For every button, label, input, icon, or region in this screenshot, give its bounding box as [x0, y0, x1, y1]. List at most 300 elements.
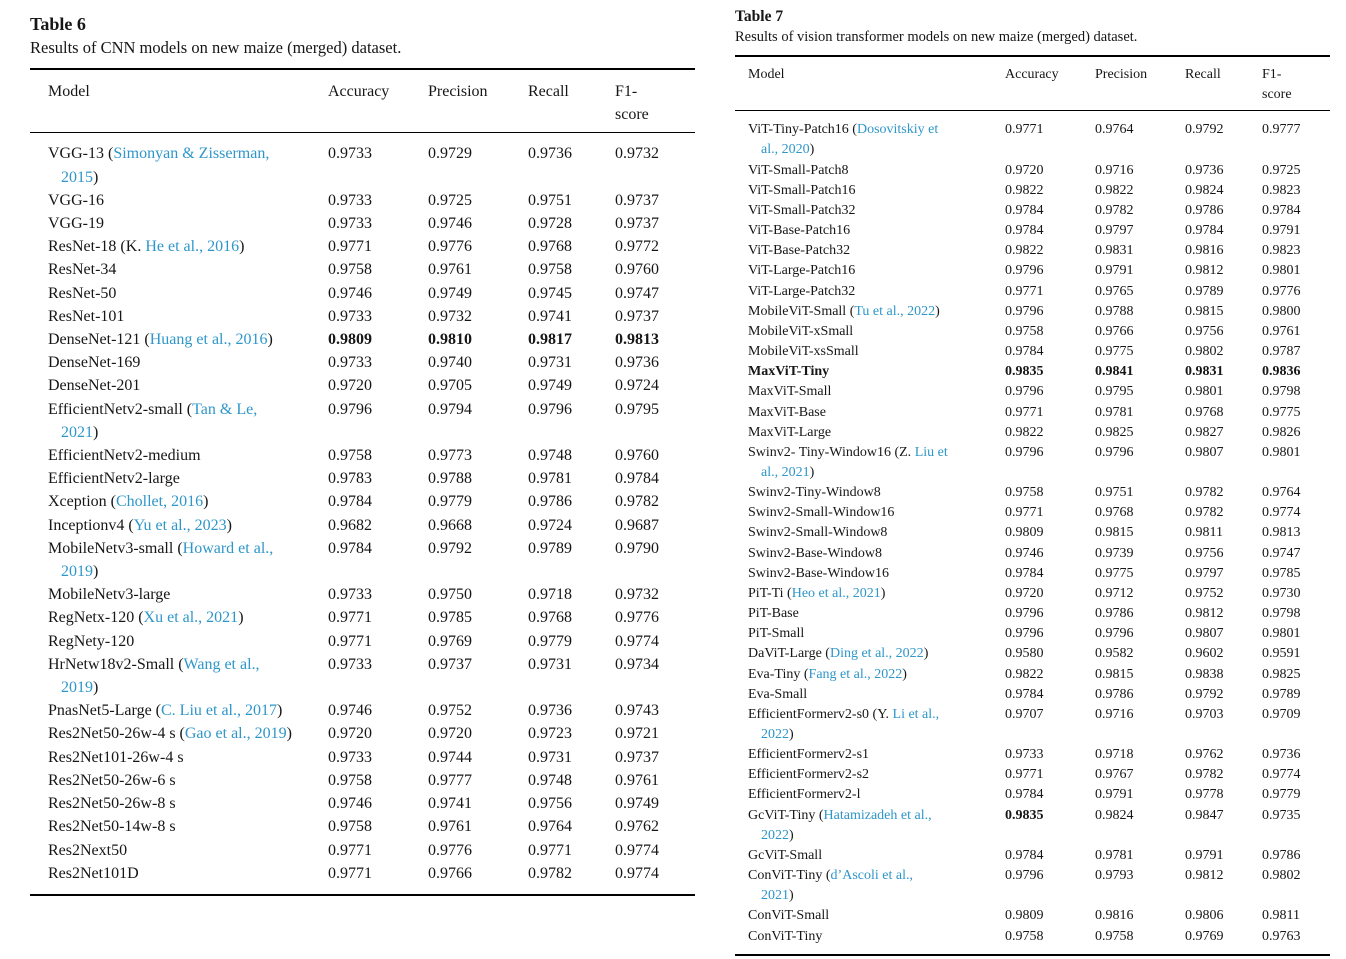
value-cell: 0.9784: [1185, 223, 1224, 239]
model-name-text: ): [93, 423, 99, 441]
value-cell: 0.9788: [1095, 303, 1134, 319]
model-name-text: VGG-13 (: [48, 145, 114, 163]
model-cell: [735, 111, 1005, 161]
value-cell: 0.9752: [1185, 585, 1224, 601]
table-row: [735, 423, 1330, 443]
model-name-text: Swinv2-Small-Window16: [748, 505, 895, 521]
model-name-text: VGG-16: [48, 191, 104, 209]
value-cell: 0.9746: [328, 284, 372, 302]
value-cell: 0.9783: [328, 470, 372, 488]
model-cell: [735, 584, 1005, 604]
value-cell: 0.9768: [1095, 505, 1134, 521]
value-cell: 0.9798: [1262, 384, 1301, 400]
table-row: [30, 490, 695, 513]
value-cell: 0.9766: [1095, 323, 1134, 339]
model-name-text: ViT-Large-Patch16: [748, 263, 856, 279]
value-cell: 0.9813: [615, 331, 659, 349]
value-cell: 0.9668: [428, 516, 472, 534]
value-cell: 0.9761: [428, 261, 472, 279]
value-cell: 0.9809: [328, 331, 372, 349]
value-cell: 0.9791: [1185, 847, 1224, 863]
citation-link[interactable]: Huang et al., 2016: [149, 331, 268, 349]
table-6-body: [30, 133, 695, 895]
value-cell: 0.9784: [1005, 223, 1044, 239]
model-name-text: MaxViT-Base: [748, 404, 826, 420]
table-row: [735, 927, 1330, 955]
value-cell: 0.9758: [1095, 928, 1134, 944]
table-row: [735, 644, 1330, 664]
value-cell: 0.9736: [1185, 162, 1224, 178]
model-name-text: DenseNet-121 (: [48, 331, 150, 349]
value-cell: 0.9721: [615, 725, 659, 743]
model-name-text: ViT-Small-Patch16: [748, 182, 856, 198]
model-name-text: ): [276, 702, 283, 720]
value-cell: 0.9811: [1262, 908, 1300, 924]
model-name-text: ): [789, 827, 794, 843]
citation-link[interactable]: Wang et al., 2019: [61, 655, 260, 697]
value-cell: 0.9835: [1005, 364, 1044, 380]
value-cell: 0.9725: [1262, 162, 1301, 178]
value-cell: 0.9737: [615, 191, 659, 209]
value-cell: 0.9764: [528, 818, 572, 836]
model-name-text: Eva-Tiny (: [748, 666, 809, 682]
value-cell: 0.9756: [528, 795, 572, 813]
value-cell: 0.9813: [1262, 525, 1301, 541]
value-cell: 0.9716: [1095, 706, 1134, 722]
model-cell: [30, 351, 328, 374]
model-cell: [30, 606, 328, 629]
model-name-text: ): [923, 646, 929, 662]
model-name-text: Res2Net50-14w-8 s: [48, 818, 176, 836]
value-cell: 0.9746: [328, 702, 372, 720]
value-cell: 0.9725: [428, 191, 472, 209]
value-cell: 0.9835: [1005, 807, 1044, 823]
column-header-model: Model: [748, 67, 785, 82]
value-cell: 0.9796: [1095, 626, 1134, 642]
value-cell: 0.9774: [1262, 505, 1301, 521]
value-cell: 0.9789: [1262, 686, 1301, 702]
citation-link[interactable]: Tu et al., 2022: [854, 303, 936, 319]
value-cell: 0.9778: [1185, 787, 1224, 803]
model-name-text: ConViT-Tiny: [748, 928, 823, 944]
citation-link[interactable]: Tan & Le, 2021: [61, 400, 258, 441]
table-row: [30, 351, 695, 374]
model-name-text: Swinv2-Base-Window16: [748, 565, 889, 581]
table-row: [735, 503, 1330, 523]
value-cell: 0.9786: [1095, 686, 1134, 702]
table-row: [30, 792, 695, 815]
value-cell: 0.9782: [1185, 485, 1224, 501]
table-row: [30, 189, 695, 212]
value-cell: 0.9716: [1095, 162, 1134, 178]
model-cell: [735, 423, 1005, 443]
model-name-text: MobileViT-xsSmall: [748, 344, 859, 360]
value-cell: 0.9785: [1262, 565, 1301, 581]
value-cell: 0.9749: [528, 377, 572, 395]
table-row: [735, 403, 1330, 423]
model-cell: [30, 398, 328, 444]
value-cell: 0.9602: [1185, 646, 1224, 662]
value-cell: 0.9758: [328, 261, 372, 279]
value-cell: 0.9775: [1095, 565, 1134, 581]
value-cell: 0.9771: [328, 609, 372, 627]
value-cell: 0.9766: [428, 864, 472, 882]
model-cell: [735, 382, 1005, 402]
model-name-text: Swinv2- Tiny-Window16 (Z.: [748, 444, 915, 460]
model-name-text: EfficientFormerv2-s0 (Y.: [748, 706, 893, 722]
value-cell: 0.9779: [428, 493, 472, 511]
value-cell: 0.9591: [1262, 646, 1301, 662]
value-cell: 0.9733: [328, 748, 372, 766]
model-cell: [30, 328, 328, 351]
table-row: [735, 564, 1330, 584]
value-cell: 0.9731: [528, 655, 572, 673]
citation-link[interactable]: Simonyan & Zisserman, 2015: [61, 145, 270, 186]
value-cell: 0.9771: [328, 632, 372, 650]
value-cell: 0.9825: [1095, 424, 1134, 440]
value-cell: 0.9801: [1262, 626, 1301, 642]
model-cell: [30, 630, 328, 653]
column-header-accuracy: Accuracy: [328, 83, 390, 100]
model-name-text: ): [93, 679, 99, 697]
value-cell: 0.9724: [615, 377, 659, 395]
value-cell: 0.9761: [1262, 323, 1301, 339]
model-name-text: DaViT-Large (: [748, 646, 830, 662]
model-name-text: Swinv2-Base-Window8: [748, 545, 882, 561]
model-cell: [735, 544, 1005, 564]
table-row: [30, 258, 695, 281]
model-cell: [735, 866, 1005, 906]
value-cell: 0.9741: [528, 307, 572, 325]
model-name-text: GcViT-Tiny (: [748, 807, 824, 823]
model-cell: [30, 212, 328, 235]
citation-link[interactable]: Liu et al., 2021: [761, 444, 948, 480]
value-cell: 0.9732: [428, 307, 472, 325]
model-name-text: PiT-Base: [748, 606, 799, 622]
model-cell: [735, 161, 1005, 181]
table-row: [30, 133, 695, 189]
model-cell: [30, 490, 328, 513]
value-cell: 0.9782: [528, 864, 572, 882]
value-cell: 0.9761: [428, 818, 472, 836]
value-cell: 0.9745: [528, 284, 572, 302]
model-name-text: MobileNetv3-large: [48, 586, 171, 604]
model-cell: [30, 792, 328, 815]
table-row: [30, 699, 695, 722]
model-cell: [735, 765, 1005, 785]
value-cell: 0.9784: [1005, 847, 1044, 863]
value-cell: 0.9797: [1095, 223, 1134, 239]
value-cell: 0.9847: [1185, 807, 1224, 823]
value-cell: 0.9795: [615, 400, 659, 418]
model-name-text: EfficientNetv2-small (: [48, 400, 193, 418]
model-cell: [30, 374, 328, 397]
value-cell: 0.9796: [528, 400, 572, 418]
table-row: [735, 302, 1330, 322]
model-cell: [735, 282, 1005, 302]
model-cell: [735, 362, 1005, 382]
value-cell: 0.9748: [528, 771, 572, 789]
model-name-text: Res2Net101-26w-4 s: [48, 748, 184, 766]
model-name-text: MobileViT-xSmall: [748, 323, 854, 339]
value-cell: 0.9791: [1262, 223, 1301, 239]
value-cell: 0.9720: [1005, 162, 1044, 178]
model-cell: [30, 258, 328, 281]
table-row: [735, 322, 1330, 342]
model-name-text: VGG-19: [48, 215, 104, 233]
model-name-text: Swinv2-Small-Window8: [748, 525, 888, 541]
value-cell: 0.9781: [1095, 404, 1134, 420]
value-cell: 0.9798: [1262, 606, 1301, 622]
value-cell: 0.9768: [528, 238, 572, 256]
model-cell: [735, 927, 1005, 955]
value-cell: 0.9815: [1185, 303, 1224, 319]
citation-link[interactable]: Fang et al., 2022: [808, 666, 903, 682]
table-row: [30, 398, 695, 444]
value-cell: 0.9741: [428, 795, 472, 813]
table-row: [735, 201, 1330, 221]
value-cell: 0.9747: [1262, 545, 1301, 561]
value-cell: 0.9817: [528, 331, 572, 349]
column-header-accuracy: Accuracy: [1005, 67, 1059, 82]
value-cell: 0.9775: [1095, 344, 1134, 360]
table-6: [30, 68, 695, 896]
model-cell: [30, 653, 328, 699]
model-name-text: GcViT-Small: [748, 847, 823, 863]
value-cell: 0.9749: [615, 795, 659, 813]
value-cell: 0.9751: [1095, 485, 1134, 501]
model-name-text: ): [226, 516, 232, 534]
citation-link[interactable]: Gao et al., 2019: [184, 725, 287, 743]
model-name-text: ): [809, 464, 815, 480]
value-cell: 0.9792: [428, 539, 472, 557]
model-name-text: ResNet-34: [48, 261, 117, 279]
value-cell: 0.9782: [1095, 202, 1134, 218]
value-cell: 0.9732: [615, 145, 659, 163]
table-row: [30, 514, 695, 537]
value-cell: 0.9796: [1005, 303, 1044, 319]
citation-link[interactable]: Dosovitskiy et al., 2020: [761, 122, 939, 158]
citation-link[interactable]: Hatamizadeh et al., 2022: [761, 807, 932, 843]
citation-link[interactable]: d’Ascoli et al., 2021: [761, 868, 913, 904]
model-name-text: PiT-Small: [748, 626, 805, 642]
value-cell: 0.9801: [1262, 444, 1301, 460]
value-cell: 0.9807: [1185, 444, 1224, 460]
value-cell: 0.9812: [1185, 868, 1224, 884]
value-cell: 0.9809: [1005, 525, 1044, 541]
model-name-text: ): [902, 666, 907, 682]
citation-link[interactable]: Howard et al., 2019: [61, 539, 274, 581]
model-cell: [30, 537, 328, 583]
value-cell: 0.9801: [1262, 263, 1301, 279]
model-name-text: Res2Net50-26w-4 s (: [48, 725, 185, 743]
value-cell: 0.9762: [1185, 747, 1224, 763]
model-cell: [735, 261, 1005, 281]
table-7: [735, 55, 1330, 956]
model-name-text: ResNet-101: [48, 307, 125, 325]
column-header-f1: F1-score: [1262, 67, 1292, 103]
value-cell: 0.9782: [1185, 505, 1224, 521]
value-cell: 0.9740: [428, 354, 472, 372]
table-row: [30, 630, 695, 653]
value-cell: 0.9841: [1095, 364, 1134, 380]
value-cell: 0.9822: [1005, 243, 1044, 259]
table-row: [30, 467, 695, 490]
model-name-text: PnasNet5-Large (: [48, 702, 161, 720]
model-name-text: ): [93, 168, 99, 186]
model-name-text: Swinv2-Tiny-Window8: [748, 485, 881, 501]
value-cell: 0.9768: [528, 609, 572, 627]
model-name-text: ): [809, 142, 815, 158]
table-row: [30, 305, 695, 328]
value-cell: 0.9580: [1005, 646, 1044, 662]
value-cell: 0.9758: [528, 261, 572, 279]
value-cell: 0.9791: [1095, 787, 1134, 803]
value-cell: 0.9826: [1262, 424, 1301, 440]
value-cell: 0.9777: [428, 771, 472, 789]
column-header-precision: Precision: [1095, 67, 1148, 82]
model-cell: [735, 644, 1005, 664]
model-name-text: ConViT-Small: [748, 908, 830, 924]
table-row: [735, 241, 1330, 261]
table-6-caption: Results of CNN models on new maize (merged) dataset.: [30, 38, 402, 57]
column-header-f1: F1-score: [615, 83, 649, 124]
model-cell: [735, 483, 1005, 503]
model-cell: [735, 604, 1005, 624]
model-cell: [30, 189, 328, 212]
model-cell: [735, 201, 1005, 221]
table-row: [30, 769, 695, 792]
table-row: [30, 374, 695, 397]
table-row: [735, 483, 1330, 503]
value-cell: 0.9758: [1005, 928, 1044, 944]
value-cell: 0.9831: [1185, 364, 1224, 380]
value-cell: 0.9795: [1095, 384, 1134, 400]
value-cell: 0.9774: [615, 632, 659, 650]
value-cell: 0.9776: [428, 238, 472, 256]
value-cell: 0.9786: [528, 493, 572, 511]
model-name-text: DenseNet-169: [48, 354, 141, 372]
table-row: [735, 523, 1330, 543]
model-name-text: MobileNetv3-small (: [48, 539, 183, 557]
table-row: [735, 624, 1330, 644]
model-name-text: ): [789, 727, 794, 742]
value-cell: 0.9784: [1005, 202, 1044, 218]
citation-link[interactable]: Xu et al., 2021: [143, 609, 239, 627]
table-row: [30, 722, 695, 745]
value-cell: 0.9761: [615, 771, 659, 789]
citation-link[interactable]: He et al., 2016: [145, 238, 240, 256]
citation-link[interactable]: C. Liu et al., 2017: [161, 702, 277, 720]
model-name-text: ViT-Small-Patch8: [748, 162, 849, 178]
column-header-recall: Recall: [528, 83, 569, 100]
value-cell: 0.9756: [1185, 323, 1224, 339]
model-name-text: EfficientFormerv2-s2: [748, 767, 870, 783]
citation-link[interactable]: Heo et al., 2021: [791, 585, 881, 601]
value-cell: 0.9756: [1185, 545, 1224, 561]
value-cell: 0.9720: [328, 377, 372, 395]
model-cell: [735, 705, 1005, 745]
model-name-text: EfficientNetv2-medium: [48, 447, 201, 465]
table-row: [735, 906, 1330, 926]
citation-link[interactable]: Chollet, 2016: [115, 493, 204, 511]
value-cell: 0.9792: [1185, 122, 1224, 138]
model-cell: [735, 665, 1005, 685]
value-cell: 0.9750: [428, 586, 472, 604]
value-cell: 0.9707: [1005, 706, 1044, 722]
value-cell: 0.9764: [1262, 485, 1301, 501]
citation-link[interactable]: Yu et al., 2023: [133, 516, 227, 534]
model-name-text: ): [203, 493, 209, 511]
model-cell: [30, 815, 328, 838]
model-name-text: Res2Net50-26w-8 s: [48, 795, 176, 813]
value-cell: 0.9703: [1185, 706, 1224, 722]
table-row: [735, 584, 1330, 604]
value-cell: 0.9827: [1185, 424, 1224, 440]
model-cell: [735, 503, 1005, 523]
value-cell: 0.9824: [1185, 182, 1224, 198]
model-name-text: Res2Net50-26w-6 s: [48, 771, 176, 789]
model-name-text: EfficientFormerv2-l: [748, 787, 861, 803]
value-cell: 0.9768: [1185, 404, 1224, 420]
model-name-text: Res2Next50: [48, 841, 128, 859]
value-cell: 0.9762: [615, 818, 659, 836]
model-cell: [735, 564, 1005, 584]
value-cell: 0.9786: [1185, 202, 1224, 218]
model-name-text: Res2Net101D: [48, 864, 139, 882]
table-row: [735, 866, 1330, 906]
value-cell: 0.9782: [1185, 767, 1224, 783]
model-cell: [735, 906, 1005, 926]
value-cell: 0.9720: [428, 725, 472, 743]
value-cell: 0.9779: [528, 632, 572, 650]
value-cell: 0.9781: [528, 470, 572, 488]
table-row: [735, 846, 1330, 866]
value-cell: 0.9796: [1005, 444, 1044, 460]
table-row: [735, 665, 1330, 685]
value-cell: 0.9775: [1262, 404, 1301, 420]
model-cell: [735, 403, 1005, 423]
value-cell: 0.9838: [1185, 666, 1224, 682]
model-cell: [735, 806, 1005, 846]
model-cell: [30, 235, 328, 258]
model-cell: [30, 699, 328, 722]
value-cell: 0.9728: [528, 215, 572, 233]
value-cell: 0.9760: [615, 447, 659, 465]
model-name-text: RegNety-120: [48, 632, 135, 650]
value-cell: 0.9744: [428, 748, 472, 766]
table-6-section: [30, 12, 695, 896]
model-name-text: ViT-Base-Patch32: [748, 243, 851, 259]
value-cell: 0.9733: [328, 655, 372, 673]
table-row: [30, 328, 695, 351]
value-cell: 0.9739: [1095, 545, 1134, 561]
value-cell: 0.9793: [1095, 868, 1134, 884]
table-row: [30, 815, 695, 838]
value-cell: 0.9723: [528, 725, 572, 743]
model-name-text: ResNet-50: [48, 284, 117, 302]
table-6-header-row: [30, 69, 695, 133]
value-cell: 0.9736: [1262, 747, 1301, 763]
citation-link[interactable]: Li et al., 2022: [761, 706, 940, 742]
value-cell: 0.9800: [1262, 303, 1301, 319]
value-cell: 0.9785: [428, 609, 472, 627]
value-cell: 0.9747: [615, 284, 659, 302]
citation-link[interactable]: Ding et al., 2022: [829, 646, 924, 662]
value-cell: 0.9724: [528, 516, 572, 534]
model-name-text: MaxViT-Large: [748, 424, 832, 440]
value-cell: 0.9769: [428, 632, 472, 650]
